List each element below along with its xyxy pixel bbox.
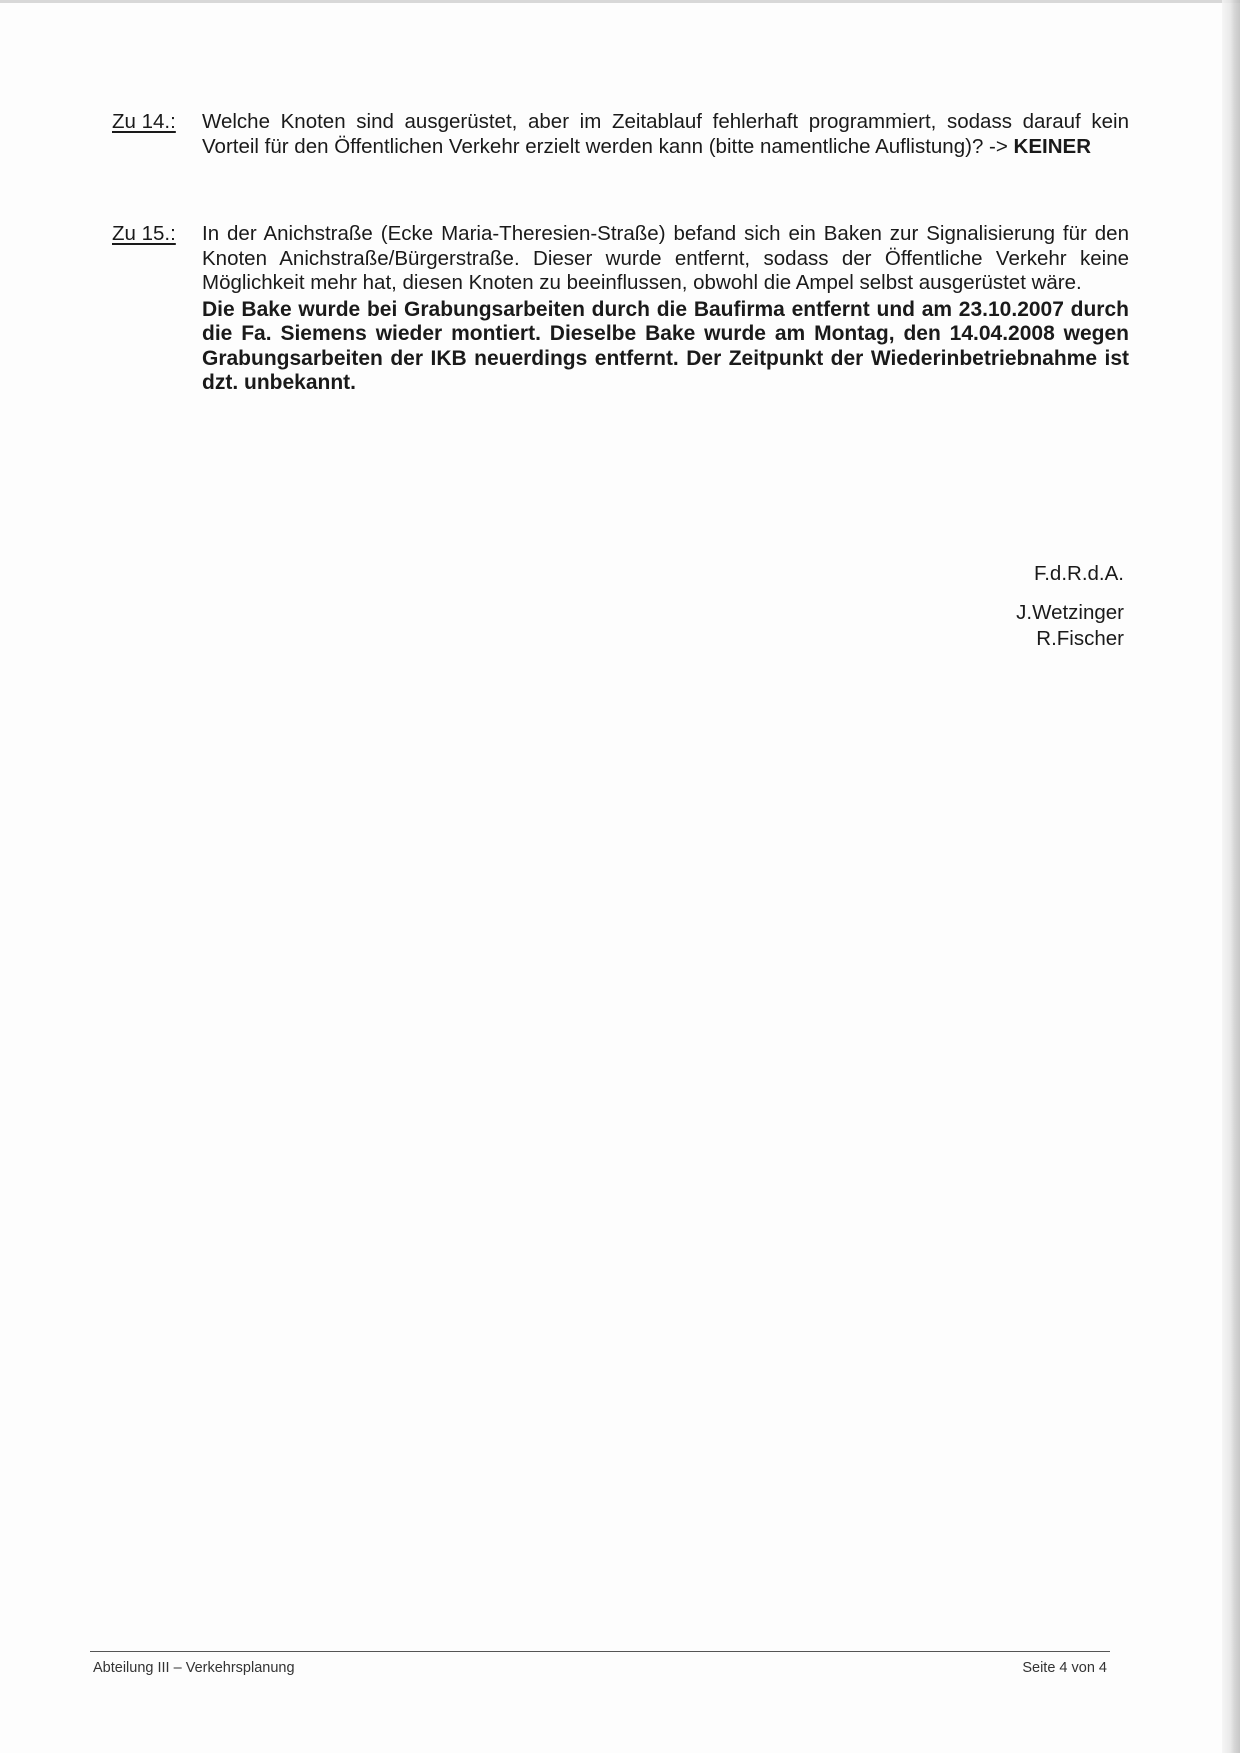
- signatory-name: R.Fischer: [1036, 627, 1124, 650]
- bleed-through-mark: [860, 1055, 1220, 1115]
- signature-abbreviation: F.d.R.d.A.: [1033, 562, 1124, 585]
- bleed-through-mark: [0, 1055, 80, 1115]
- answer-text: Die Bake wurde bei Grabungsarbeiten durch die Baufirma entfernt und am 23.10.2007 durch die Fa. Siemens wieder montiert. Dieselbe Bake wurde am Montag, den 14.04.2008 wegen Grabungsarbeiten der IKB neuerdings entfernt. Der Zeitpunkt der Wiederinbetriebnahme ist dzt. unbekannt.: [202, 297, 1129, 394]
- footer-divider: [90, 1651, 1110, 1652]
- item-text: [202, 110, 1129, 159]
- footer-page-number: Seite 4 von 4: [1022, 1660, 1107, 1676]
- item-label: Zu 14.:: [112, 110, 176, 133]
- question-text: In der Anichstraße (Ecke Maria-Theresien-Straße) befand sich ein Baken zur Signalisierung für den Knoten Anichstraße/Bürgerstraße. Dieser wurde entfernt, sodass der Öffentliche Verkehr keine Möglichkeit mehr hat, diesen Knoten zu beeinflussen, obwohl die Ampel selbst ausgerüstet wäre.: [202, 222, 1129, 294]
- answer-item-15: [112, 222, 1132, 442]
- answer-item-14: [112, 110, 1132, 190]
- answer-text: KEINER: [1013, 134, 1092, 158]
- item-body: [202, 110, 1129, 159]
- item-label: Zu 15.:: [112, 222, 176, 245]
- scan-edge-right: [1222, 0, 1240, 1753]
- signature-names: [900, 600, 1124, 652]
- item-body: [202, 222, 1129, 396]
- scan-edge-top: [0, 0, 1240, 3]
- question-text: Welche Knoten sind ausgerüstet, aber im Zeitablauf fehlerhaft programmiert, sodass darauf kein Vorteil für den Öffentlichen Verkehr erzielt werden kann (bitte namentliche Auflistung)? ->: [202, 110, 1129, 158]
- footer-department: Abteilung III – Verkehrsplanung: [93, 1660, 295, 1676]
- signatory-name: J.Wetzinger: [1016, 601, 1124, 624]
